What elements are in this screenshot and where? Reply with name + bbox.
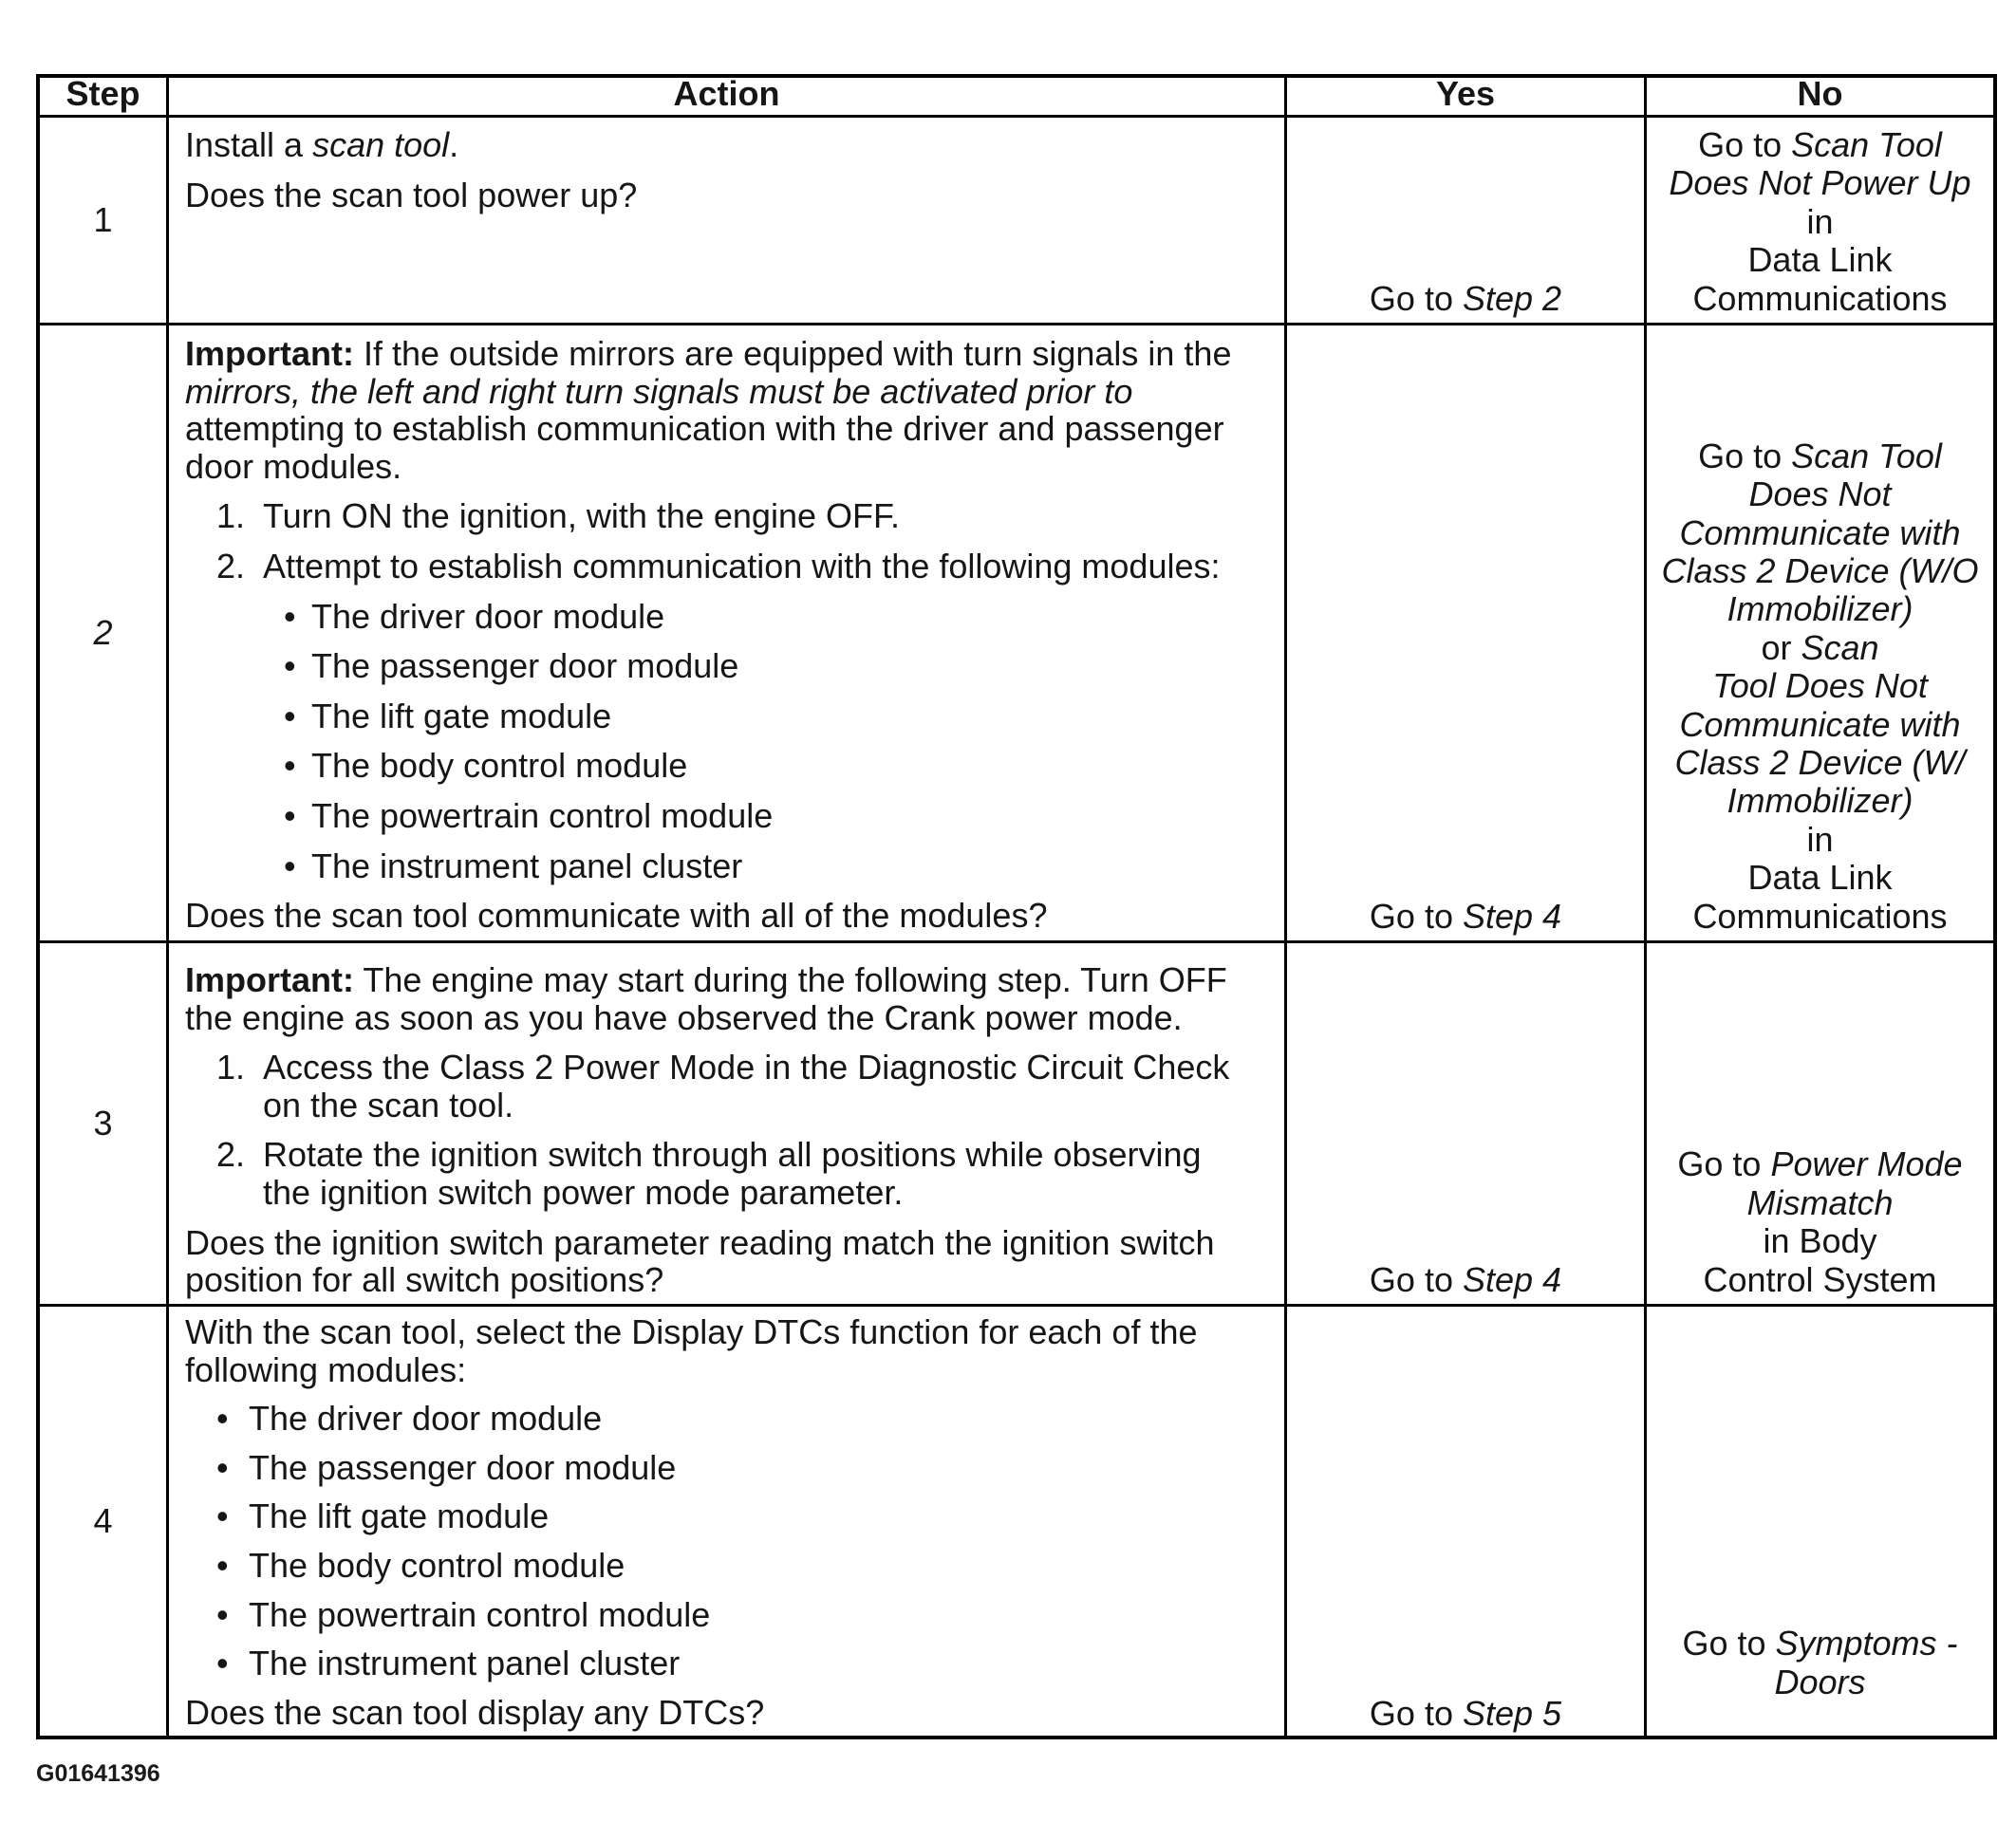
yes-step-reference: Step 4 <box>1462 1259 1562 1299</box>
module-list-item: • The lift gate module <box>216 1497 1280 1535</box>
header-no: No <box>1647 78 1993 118</box>
procedure-step <box>216 548 1280 585</box>
procedure-step-number: 1. <box>216 1048 246 1087</box>
no-reference: Scan Tool Does Not Communicate with Class 2 Device (W/O Immobilizer) <box>1661 436 1979 629</box>
step-number: 4 <box>40 1307 169 1736</box>
yes-text: Go to <box>1369 896 1463 936</box>
no-text: Go to <box>1698 436 1792 475</box>
procedure-step <box>216 1136 1280 1211</box>
action-cell <box>169 118 1287 325</box>
yes-result <box>1370 1261 1561 1299</box>
no-text: in Body Control System <box>1703 1221 1937 1299</box>
step-number: 3 <box>40 943 169 1307</box>
procedure-step-text: Rotate the ignition switch through all positions while observing the ignition switch power mode parameter. <box>263 1135 1202 1212</box>
procedure-step <box>216 1049 1280 1124</box>
yes-text: Go to <box>1369 1693 1463 1733</box>
no-text: in Data Link Communications <box>1692 201 1948 318</box>
no-cell <box>1647 118 1993 325</box>
important-label: Important: <box>185 334 354 373</box>
module-list-item: • The instrument panel cluster <box>284 847 1280 885</box>
yes-result <box>1370 1695 1561 1733</box>
module-list-item: • The body control module <box>284 747 1280 785</box>
yes-text: Go to <box>1369 1259 1463 1299</box>
yes-cell <box>1287 1307 1647 1736</box>
yes-result <box>1370 280 1561 318</box>
action-cell <box>169 325 1287 943</box>
module-list-item: • The driver door module <box>216 1400 1280 1438</box>
header-step: Step <box>40 78 169 118</box>
figure-id: G01641396 <box>36 1760 160 1787</box>
no-cell <box>1647 943 1993 1307</box>
yes-text: Go to <box>1369 278 1463 318</box>
no-text: Go to <box>1698 124 1792 164</box>
no-reference: Symptoms - Doors <box>1774 1624 1958 1701</box>
module-list-item: • The powertrain control module <box>216 1596 1280 1634</box>
no-cell <box>1647 1307 1993 1736</box>
yes-cell <box>1287 325 1647 943</box>
step-number: 1 <box>40 118 169 325</box>
no-text: or <box>1761 627 1792 667</box>
procedure-step-number: 2. <box>216 1135 246 1175</box>
action-cell <box>169 943 1287 1307</box>
diagnostic-table <box>36 74 1997 1739</box>
procedure-step-number: 2. <box>216 546 246 585</box>
header-yes: Yes <box>1287 78 1647 118</box>
no-cell <box>1647 325 1993 943</box>
procedure-step-text: Access the Class 2 Power Mode in the Diagnostic Circuit Check on the scan tool. <box>263 1048 1230 1124</box>
module-list-item: • The lift gate module <box>284 697 1280 735</box>
action-instruction <box>185 126 1280 164</box>
important-text: attempting to establish communication with the driver and passenger door modules. <box>185 409 1224 486</box>
procedure-step-text: Turn ON the ignition, with the engine OFF. <box>263 496 900 536</box>
module-list-item: • The body control module <box>216 1547 1280 1585</box>
no-result <box>1669 126 1970 318</box>
module-list-item: • The powertrain control module <box>284 797 1280 835</box>
module-list-item: • The passenger door module <box>216 1449 1280 1487</box>
action-text: . <box>449 125 459 164</box>
no-result <box>1682 1625 1957 1701</box>
important-note <box>185 961 1280 1036</box>
header-action: Action <box>169 78 1287 118</box>
no-reference: Power Mode Mismatch <box>1746 1144 1963 1222</box>
action-question: Does the scan tool power up? <box>185 175 638 214</box>
important-note <box>185 335 1280 485</box>
yes-cell <box>1287 118 1647 325</box>
action-question: Does the ignition switch parameter reading match the ignition switch position for all switch positions? <box>185 1222 1215 1300</box>
no-text: in Data Link Communications <box>1692 819 1948 936</box>
important-text: The engine may start during the following step. Turn OFF the engine as soon as you have observed the Crank power mode. <box>185 960 1227 1037</box>
yes-step-reference: Step 5 <box>1462 1693 1562 1733</box>
no-result <box>1677 1145 1962 1299</box>
important-text: If the outside mirrors are equipped with turn signals in the <box>363 334 1232 373</box>
yes-step-reference: Step 2 <box>1462 278 1562 318</box>
no-text: Go to <box>1682 1624 1776 1663</box>
module-list-item: • The passenger door module <box>284 647 1280 685</box>
no-reference: Scan Tool Does Not Communicate with Class 2 Device (W/ Immobilizer) <box>1674 627 1966 821</box>
action-emphasis: scan tool <box>312 125 450 164</box>
procedure-step-number: 1. <box>216 496 246 536</box>
module-list-item: • The driver door module <box>284 598 1280 636</box>
yes-result <box>1370 898 1561 936</box>
no-text: Go to <box>1677 1144 1771 1184</box>
important-text-emphasis: mirrors, the left and right turn signals must be activated prior to <box>185 371 1133 411</box>
no-result <box>1661 437 1978 936</box>
yes-cell <box>1287 943 1647 1307</box>
step-number: 2 <box>40 325 169 943</box>
action-question: Does the scan tool display any DTCs? <box>185 1692 765 1732</box>
procedure-step-text: Attempt to establish communication with the following modules: <box>263 546 1221 585</box>
yes-step-reference: Step 4 <box>1462 896 1562 936</box>
module-list-item: • The instrument panel cluster <box>216 1645 1280 1682</box>
action-cell <box>169 1307 1287 1736</box>
action-instruction: With the scan tool, select the Display DTCs function for each of the following modules: <box>185 1312 1198 1389</box>
important-label: Important: <box>185 960 354 999</box>
procedure-step <box>216 497 1280 535</box>
action-question: Does the scan tool communicate with all of the modules? <box>185 896 1048 936</box>
action-text: Install a <box>185 125 313 164</box>
no-reference: Scan Tool Does Not Power Up <box>1669 124 1971 203</box>
